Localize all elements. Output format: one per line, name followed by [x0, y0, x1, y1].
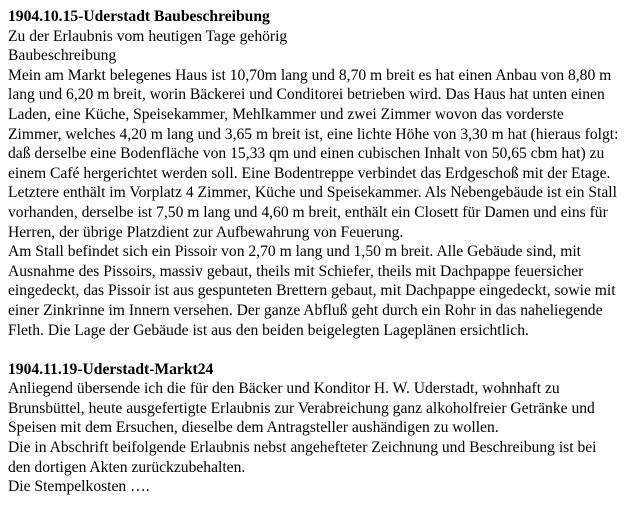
section-heading: 1904.11.19-Uderstadt-Markt24 — [8, 360, 214, 378]
description-paragraph: Am Stall befindet sich ein Pissoir von 2,70 m lang und 1,50 m breit. Alle Gebäude sind, mit Ausnahme des Pissoirs, massiv gebaut, theils mit Schiefer, theils mit Dachpappe feuersicher eingedeckt, das Pissoir ist aus gespunteten Brettern gebaut, mit Dachpappe eingedeckt, sowie mit einer Zinkrinne im Innern versehen. Der ganze Abfluß geht durch ein Rohr in das naheliegende Fleth. Die Lage der Gebäude ist aus den beiden beigelegten Lageplänen ersichtlich. — [8, 243, 616, 339]
letter-paragraph: Die Stempelkosten …. — [8, 478, 150, 496]
intro-line: Zu der Erlaubnis vom heutigen Tage gehörig — [8, 27, 288, 45]
document-body — [8, 7, 620, 497]
section-spacer — [8, 340, 620, 360]
description-paragraph: Mein am Markt belegenes Haus ist 10,70m lang und 8,70 m breit es hat einen Anbau von 8,80 m lang und 6,20 m breit, worin Bäckerei und Conditorei betrieben wird. Das Haus hat unten einen Laden, eine Küche, Speisekammer, Mehlkammer und zwei Zimmer wovon das vorderste Zimmer, welches 4,20 m lang und 3,65 m breit ist, eine lichte Höhe von 3,30 m hat (hieraus folgt: daß derselbe eine Bodenfläche von 15,33 qm und einen cubischen Inhalt von 50,65 cbm hat) zu einem Café hergerichtet werden soll. Eine Bodentreppe verbindet das Erdgeschoß mit der Etage. Letztere enthält im Vorplatz 4 Zimmer, Küche und Speisekammer. Als Nebengebäude ist ein Stall vorhanden, derselbe ist 7,50 m lang und 4,60 m breit, enthält ein Closett für Damen und eins für Herren, der übrige Platzdient zur Aufbewahrung von Feuerung. — [8, 66, 619, 241]
subtitle-line: Baubeschreibung — [8, 47, 117, 65]
letter-paragraph: Die in Abschrift beifolgende Erlaubnis nebst angehefteter Zeichnung und Beschreibung ist bei den dortigen Akten zurückzubehalten. — [8, 439, 597, 476]
section-markt24 — [8, 360, 620, 497]
section-baubeschreibung — [8, 7, 620, 340]
section-heading: 1904.10.15-Uderstadt Baubeschreibung — [8, 8, 270, 25]
letter-paragraph: Anliegend übersende ich die für den Bäcker und Konditor H. W. Uderstadt, wohnhaft zu Brunsbüttel, heute ausgefertigte Erlaubnis zur Verabreichung ganz alkoholfreier Getränke und Speisen mit dem Ersuchen, dieselbe dem Antragsteller aushändigen zu wollen. — [8, 380, 595, 437]
